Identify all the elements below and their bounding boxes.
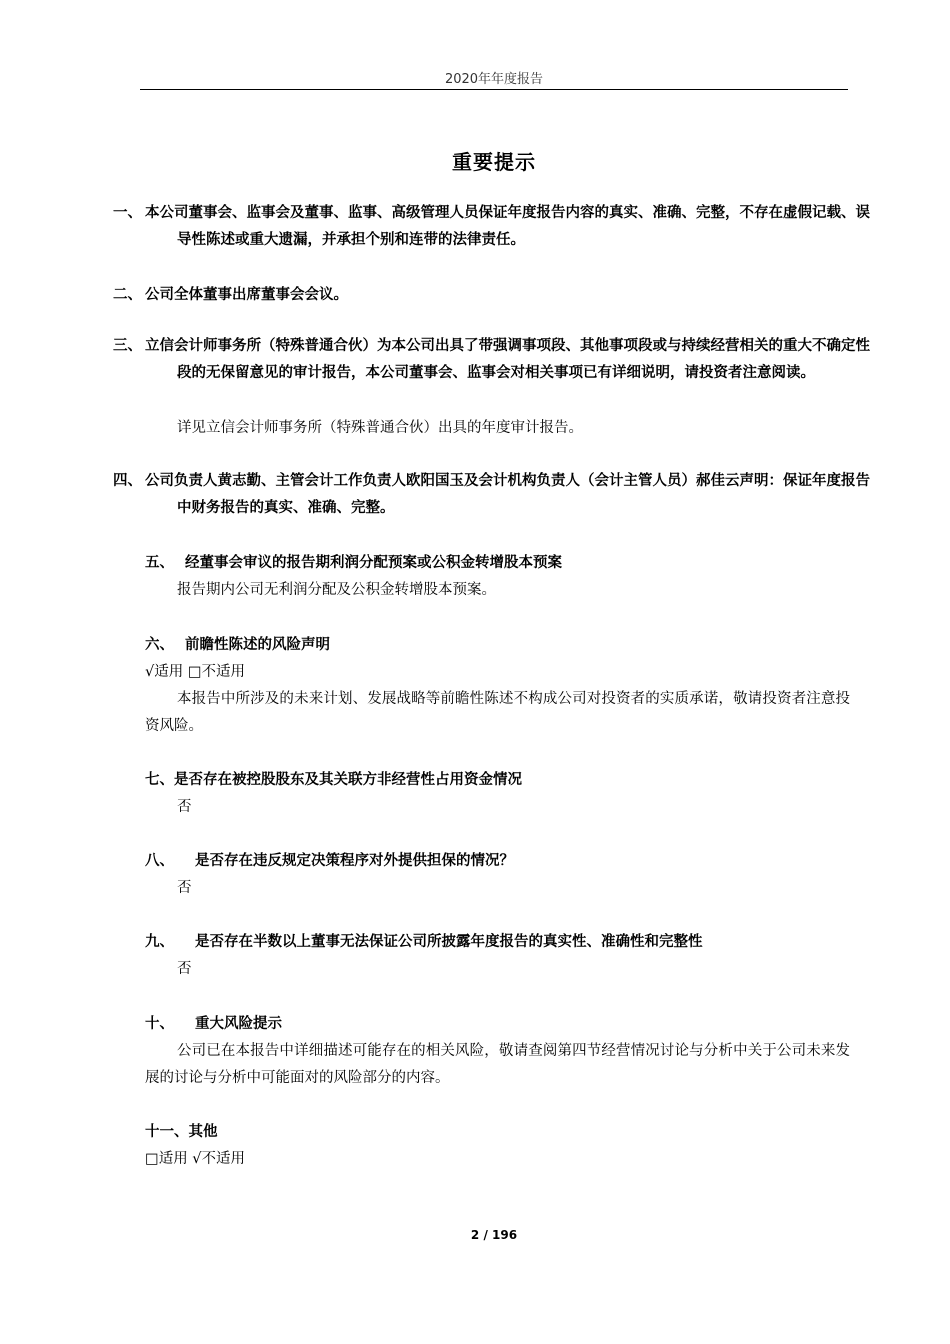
section-6: [145, 632, 850, 659]
section-7: [145, 767, 850, 794]
section-3-body: 详见立信会计师事务所（特殊普通合伙）出具的年度审计报告。: [177, 420, 583, 436]
section-2-text: 公司全体董事出席董事会会议。: [145, 287, 348, 303]
header-divider: [140, 89, 848, 90]
section-7-number: 七、: [145, 772, 174, 788]
section-10: [145, 1011, 850, 1038]
section-11-number: 十一、: [145, 1124, 189, 1140]
section-8-body: 否: [177, 880, 192, 896]
section-3-text: 立信会计师事务所（特殊普通合伙）为本公司出具了带强调事项段、其他事项段或与持续经营相关的重大不确定性段的无保留意见的审计报告，本公司董事会、监事会对相关事项已有详细说明，请投资者注意阅读。: [145, 338, 870, 381]
section-5: [145, 550, 850, 577]
section-8-text: 是否存在违反规定决策程序对外提供担保的情况？: [195, 853, 514, 869]
section-9-body: 否: [177, 961, 192, 977]
section-4-text: 公司负责人黄志勤、主管会计工作负责人欧阳国玉及会计机构负责人（会计主管人员）郝佳云声明：保证年度报告中财务报告的真实、准确、完整。: [145, 473, 870, 516]
section-10-number: 十、: [145, 1016, 174, 1032]
section-6-number: 六、: [145, 637, 174, 653]
section-7-text: 是否存在被控股股东及其关联方非经营性占用资金情况: [174, 772, 522, 788]
section-6-options: √适用 □不适用: [145, 664, 246, 680]
section-5-text: 经董事会审议的报告期利润分配预案或公积金转增股本预案: [185, 555, 562, 571]
section-3: 三、 立信会计师事务所（特殊普通合伙）为本公司出具了带强调事项段、其他事项段或与持续经营相关的重大不确定性段的无保留意见的审计报告，本公司董事会、监事会对相关事项已有详细说明，请投资者注意阅读。: [113, 338, 870, 381]
page-number: 2 / 196: [470, 1228, 518, 1242]
page-title: 重要提示: [452, 150, 536, 174]
section-9: [145, 929, 850, 956]
section-2: 二、 公司全体董事出席董事会会议。: [113, 287, 348, 303]
section-8: [145, 848, 850, 875]
section-9-text: 是否存在半数以上董事无法保证公司所披露年度报告的真实性、准确性和完整性: [195, 934, 703, 950]
section-11-options: □适用 √不适用: [145, 1151, 246, 1167]
running-header: 2020年年度报告: [444, 72, 544, 87]
section-7-body: 否: [177, 799, 192, 815]
section-5-body: 报告期内公司无利润分配及公积金转增股本预案。: [177, 582, 496, 598]
section-5-number: 五、: [145, 555, 174, 571]
section-8-number: 八、: [145, 853, 174, 869]
section-1: 一、 本公司董事会、监事会及董事、监事、高级管理人员保证年度报告内容的真实、准确、完整，不存在虚假记载、误导性陈述或重大遗漏，并承担个别和连带的法律责任。: [113, 205, 870, 248]
section-1-text: 本公司董事会、监事会及董事、监事、高级管理人员保证年度报告内容的真实、准确、完整，不存在虚假记载、误导性陈述或重大遗漏，并承担个别和连带的法律责任。: [145, 205, 870, 248]
section-9-number: 九、: [145, 934, 174, 950]
section-11: [145, 1119, 850, 1146]
section-10-text: 重大风险提示: [195, 1016, 282, 1032]
section-10-body: 公司已在本报告中详细描述可能存在的相关风险，敬请查阅第四节经营情况讨论与分析中关于公司未来发展的讨论与分析中可能面对的风险部分的内容。: [145, 1043, 850, 1086]
section-6-text: 前瞻性陈述的风险声明: [185, 637, 330, 653]
section-11-text: 其他: [188, 1124, 218, 1140]
section-6-body: 本报告中所涉及的未来计划、发展战略等前瞻性陈述不构成公司对投资者的实质承诺，敬请投资者注意投资风险。: [145, 691, 850, 734]
section-4: 四、 公司负责人黄志勤、主管会计工作负责人欧阳国玉及会计机构负责人（会计主管人员）郝佳云声明：保证年度报告中财务报告的真实、准确、完整。: [113, 473, 870, 516]
